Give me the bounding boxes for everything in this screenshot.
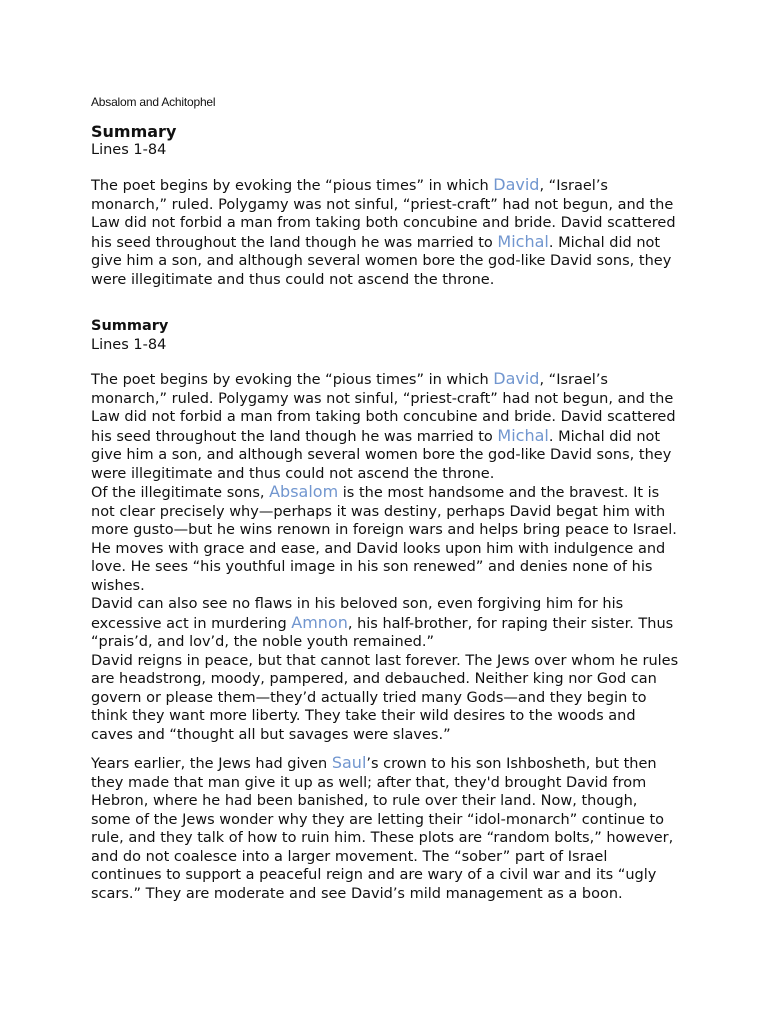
section-subheading: Lines 1-84 [91,337,167,353]
section-body [91,754,681,903]
paragraph-text: David can also see no flaws in his beloved son, even forgiving him for his excessive act in murdering [91,596,624,632]
section-heading: Summary [91,318,169,334]
document-title: Absalom and Achitophel [91,95,216,109]
paragraph-text: , “Israel’s monarch,” ruled. Polygamy was not sinful, “priest-craft” had not begun, and the Law did not forbid a man from taking both concubine and bride. David scattered his seed throughout the land though he was married to [91,372,676,445]
section-body [91,370,681,744]
paragraph-text: ’s crown to his son Ishbosheth, but then they made that man give it up as well; after that, they'd brought David from Hebron, where he had been banished, to rule over their land. Now, though, some of the Jews wonder why they are letting their “idol-monarch” continue to rule, and they talk of how to ruin him. These plots are “random bolts,” however, and do not coalesce into a larger movement. The “sober” part of Israel continues to support a peaceful reign and are wary of a civil war and its “ugly scars.” They are moderate and see David’s mild management as a boon. [91,756,674,902]
paragraph-text: . Michal did not give him a son, and although several women bore the god-like David sons, they were illegitimate and thus could not ascend the throne. [91,428,672,482]
paragraph-text: Of the illegitimate sons, [91,485,270,501]
paragraph-text: , his half-brother, for raping their sister. Thus “prais’d, and lov’d, the noble youth remained.” [91,615,674,650]
paragraph: David reigns in peace, but that cannot last forever. The Jews over whom he rules are headstrong, moody, pampered, and debauched. Neither king nor God can govern or please them—they’d actually tried many Gods—and they begin to think they want more liberty. They take their wild desires to the woods and caves and “thought all but savages were slaves.” [91,652,679,743]
link-amnon[interactable]: Amnon [291,612,348,632]
link-michal[interactable]: Michal [497,231,549,251]
section-subheading: Lines 1-84 [91,142,167,158]
paragraph-text: The poet begins by evoking the “pious times” in which [91,178,494,194]
link-david[interactable]: David [493,175,540,194]
paragraph [91,754,681,903]
paragraph [91,595,681,652]
paragraph-text: The poet begins by evoking the “pious times” in which [91,372,494,388]
paragraph-text: . Michal did not give him a son, and although several women bore the god-like David sons, they were illegitimate and thus could not ascend the throne. [91,234,672,288]
link-absalom[interactable]: Absalom [269,482,339,501]
link-saul[interactable]: Saul [331,753,367,772]
paragraph [91,483,681,595]
paragraph-text: is the most handsome and the bravest. It is not clear precisely why—perhaps it was destiny, perhaps David begat him with more gusto—but he wins renown in foreign wars and helps bring peace to Israel. He moves with grace and ease, and David looks upon him with indulgence and love. He sees “his youthful image in his son renewed” and denies none of his wishes. [91,485,677,594]
paragraph-text: Years earlier, the Jews had given [91,756,332,772]
paragraph [91,176,681,289]
link-michal[interactable]: Michal [497,425,549,445]
paragraph [91,370,681,483]
section-heading: Summary [91,122,177,141]
link-david[interactable]: David [493,369,540,388]
paragraph-text: , “Israel’s monarch,” ruled. Polygamy was not sinful, “priest-craft” had not begun, and the Law did not forbid a man from taking both concubine and bride. David scattered his seed throughout the land though he was married to [91,178,676,251]
